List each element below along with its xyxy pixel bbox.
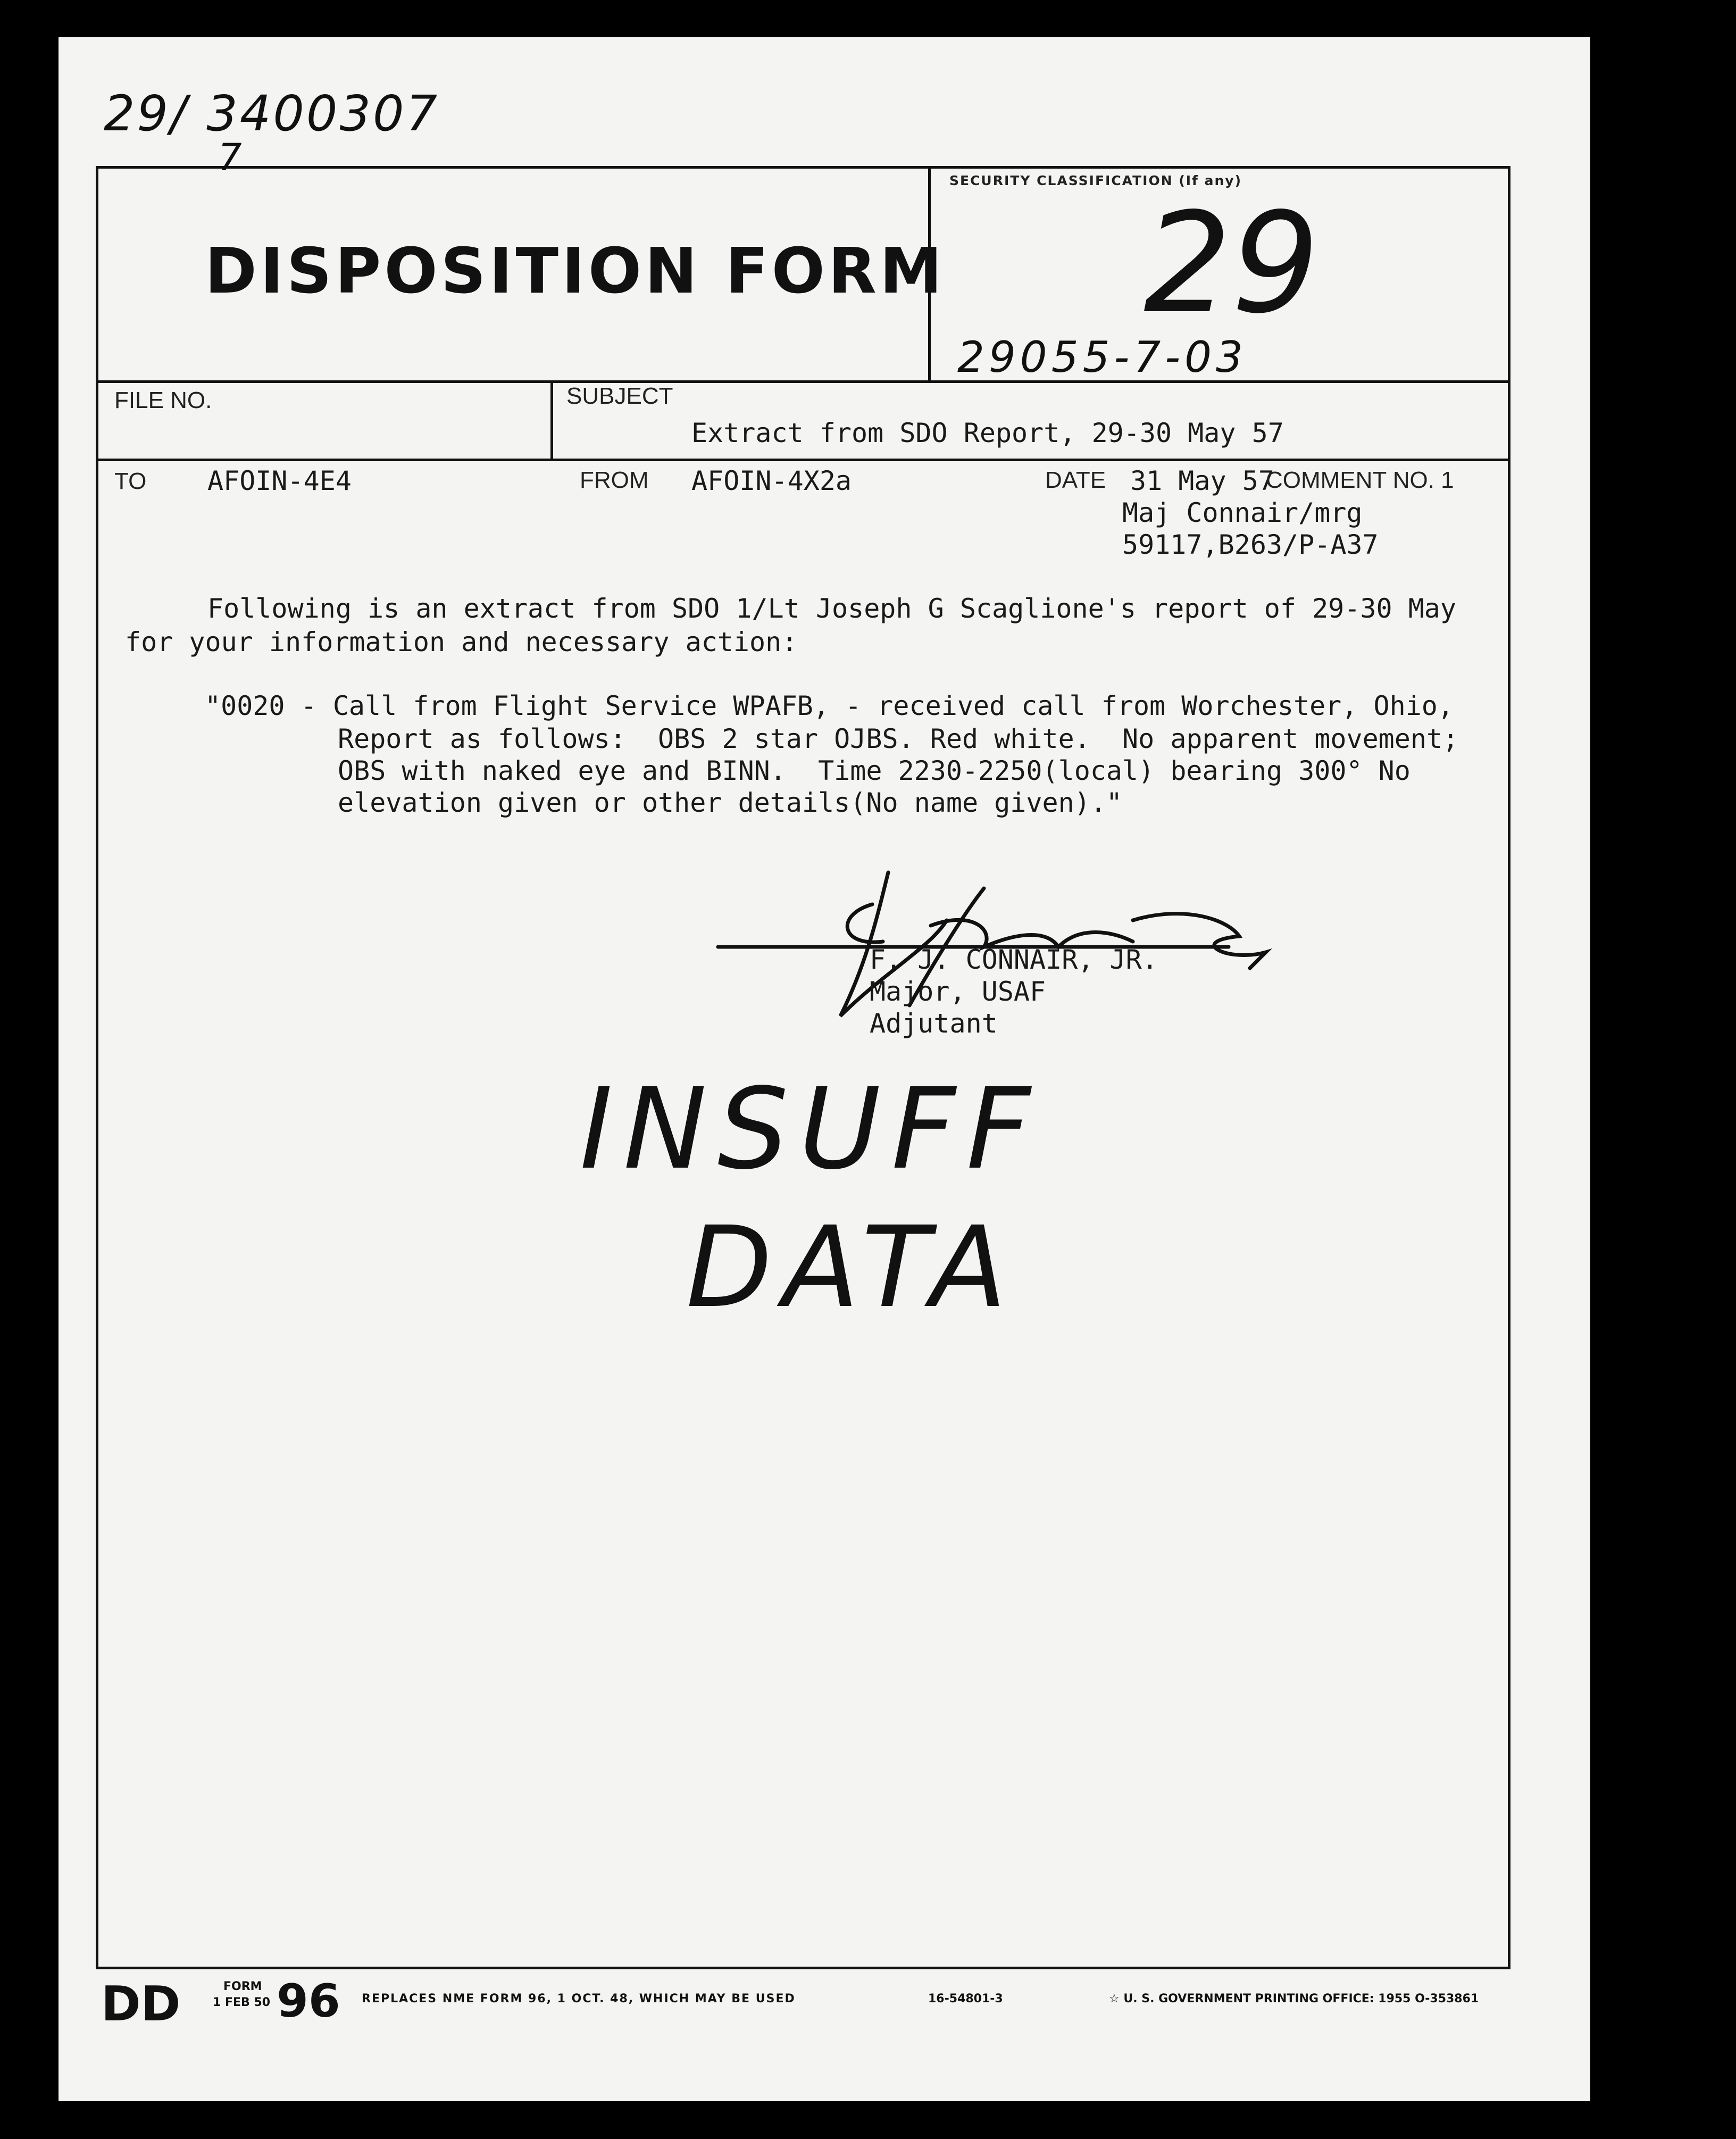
handwritten-reference: 29/ 3400307	[104, 85, 440, 142]
from-value: AFOIN-4X2a	[691, 465, 852, 496]
handwritten-case-number: 29055-7-03	[957, 332, 1247, 382]
quote-line-2: Report as follows: OBS 2 star OJBS. Red white. No apparent movement;	[338, 723, 1459, 754]
security-classification-label: SECURITY CLASSIFICATION (If any)	[949, 173, 1242, 188]
originator-line-2: 59117,B263/P-A37	[1122, 529, 1379, 560]
footer-replaces: REPLACES NME FORM 96, 1 OCT. 48, WHICH MAY BE USED	[362, 1992, 796, 2005]
from-label: FROM	[580, 467, 649, 493]
quote-line-1: "0020 - Call from Flight Service WPAFB, - received call from Worchester, Ohio,	[205, 690, 1454, 721]
footer-code: 16-54801-3	[928, 1992, 1003, 2005]
footer-form-label: FORM	[223, 1980, 262, 1993]
to-value: AFOIN-4E4	[207, 465, 352, 496]
handwritten-signature	[707, 840, 1399, 1043]
signature-title: Adjutant	[870, 1008, 998, 1039]
comment-no-label: COMMENT NO. 1	[1266, 467, 1454, 493]
annotation-data: DATA	[686, 1202, 1017, 1333]
file-subject-divider	[550, 380, 553, 460]
handwritten-number: 29	[1144, 184, 1320, 344]
date-label: DATE	[1045, 467, 1106, 493]
subject-label: SUBJECT	[566, 383, 673, 409]
signature-name: F. J. CONNAIR, JR.	[870, 944, 1158, 975]
footer-form-date: 1 FEB 50	[213, 1996, 271, 2009]
form-title: DISPOSITION FORM	[205, 234, 946, 307]
footer-dd: DD	[101, 1976, 181, 2032]
quote-line-4: elevation given or other details(No name given)."	[338, 787, 1123, 818]
file-no-label: FILE NO.	[114, 387, 212, 413]
body-intro-line-1: Following is an extract from SDO 1/Lt Joseph G Scaglione's report of 29-30 May	[207, 593, 1456, 624]
signature-rank: Major, USAF	[870, 976, 1046, 1007]
body-intro-line-2: for your information and necessary action:	[125, 627, 798, 657]
header-rule	[96, 380, 1510, 383]
handwritten-reference-sub: 7	[218, 136, 242, 179]
date-value: 31 May 57	[1130, 465, 1274, 496]
originator-line-1: Maj Connair/mrg	[1122, 497, 1363, 528]
footer-printer: ☆ U. S. GOVERNMENT PRINTING OFFICE: 1955 O-353861	[1109, 1992, 1479, 2005]
annotation-insuff: INSUFF	[580, 1064, 1041, 1194]
quote-line-3: OBS with naked eye and BINN. Time 2230-2250(local) bearing 300° No	[338, 755, 1410, 786]
footer-form-number: 96	[277, 1975, 340, 2028]
to-label: TO	[114, 468, 147, 494]
subject-value: Extract from SDO Report, 29-30 May 57	[691, 418, 1284, 448]
subject-rule	[96, 459, 1510, 461]
